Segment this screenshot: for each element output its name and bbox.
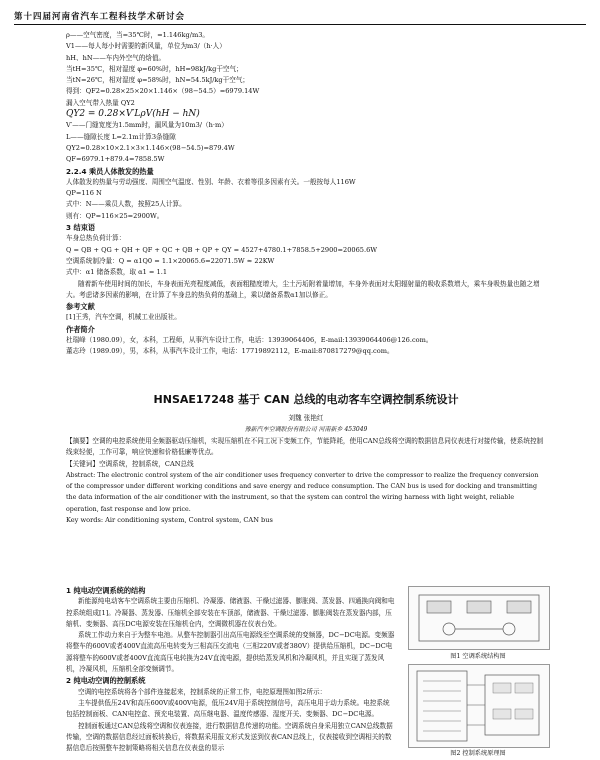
paper-affiliation: 豫新汽车空调股份有限公司 河南新乡 453049 <box>244 426 368 433</box>
author-bio: 杜瑞峰（1980.09），女，本科，工程师，从事汽车设计工作，电话：13939064406，E-mail:13939064406@126.com。 <box>66 336 433 345</box>
section-heading: 1 纯电动空调系统的结构 <box>66 586 146 595</box>
abstract-block <box>66 436 546 526</box>
text-line: L——缝隙长度 L=2.1m计算3条缝隙 <box>66 132 176 141</box>
paragraph: 控制面板通过CAN总线将空调和仪表连接，进行数据信息传递的功能。空调系统自身采用独立CAN总线数据传输，空调的数据信息经过面板转换后，将数据采用报文形式发送到仪表CAN总线上，仪表接收到空调相关的数据信息后按照整车控制策略将相关信息在仪表盘的显示 <box>66 721 393 753</box>
paragraph: 系统工作动力来自于为整车电池。从整车控制器引出高压电源线至空调系统的变频器，DC−DC电源。变频器将整车的600V或者400V直流高压电转变为三相高压交流电（三相220V或者380V）提供给压缩机，DC−DC电源将整车的600V或者400V直流高压电转换为24V直流电源，提供给蒸发风机和冷凝风机，并且实现了蒸发风机，冷凝风机，压缩机全部变频调节。 <box>66 631 395 674</box>
keywords-en: Key words: Air conditioning system, Control system, CAN bus <box>66 516 273 525</box>
author-bio: 董志玲（1989.09），男，本科，从事汽车设计工作，电话：17719892112，E-mail:870817279@qq.com。 <box>66 347 394 356</box>
reference-item: [1]王秀，汽车空调，机械工业出版社。 <box>66 313 181 322</box>
text-line: 车身总热负荷计算： <box>66 234 126 243</box>
section-heading: 2 纯电动空调的控制系统 <box>66 676 146 686</box>
figure-1-diagram <box>408 586 550 650</box>
text-line: 则有：QP=116×25=2900W。 <box>66 211 164 220</box>
equation: Q = QB + QG + QH + QF + QC + QB + QP + QY = 4527+4780.1+7858.5+2900=20065.6W <box>66 245 378 254</box>
text-line: QY2=0.28×10×2.1×3×1.146×(98−54.5)=879.4W <box>66 143 235 152</box>
text-line: 式中：α1 储备系数，取 α1 = 1.1 <box>66 268 168 277</box>
section-heading: 3 结束语 <box>66 223 96 233</box>
abstract-en: Abstract: The electronic control system of the air conditioner uses frequency converter to drive the compressor to realize the frequency conversion of the compressor under different working conditions and save energy and reduce consumption. The CAN bus is used for docking and transmitting the data information of the air conditioner with the instrument, so that the system can control the wiring harness with light weight, reliable operation, fast response and low price. <box>66 471 539 513</box>
paragraph: 新能源纯电动客车空调系统主要由压缩机、冷凝器、储液器、干燥过滤器、膨胀阀、蒸发器、四通换向阀和电控系统组成[1]。冷凝器、蒸发器、压缩机全部安装在车顶部，储液器、干燥过滤器、膨胀阀装在蒸发器内部，压缩机、变频器、高压DC电源安装在压缩机仓内，空调微机器在仪表台处。 <box>66 597 395 628</box>
keywords-cn: 【关键词】空调系统，控制系统，CAN总线 <box>66 459 194 468</box>
equation: 空调系统制冷量：Q = α1Q0 = 1.1×20065.6=22071.5W ≈ 22KW <box>66 256 275 265</box>
figure-1-caption: 图1 空调系统结构图 <box>450 653 506 660</box>
paragraph: 随着新车使用时间的加长，车身表面光亮程度减低，表面粗糙度增大，尘土污垢附着量增加，车身外表面对太阳辐射量的吸收系数增大，乘车身吸热量也随之增大。考虑诸多因素的影响，在计算了车身总的热负荷的基础上，乘以储备系数α1加以修正。 <box>66 279 540 299</box>
running-header: 第十四届河南省汽车工程科技学术研讨会 <box>14 12 186 22</box>
body-left-column <box>66 585 396 754</box>
text-line: 式中：N——乘员人数，按照25人计算。 <box>66 200 186 209</box>
equation: QY2 = 0.28×V′LρV(hH − hN) <box>66 109 200 120</box>
text-line: QP=116 N <box>66 189 102 198</box>
text-line: 漏入空气带入热量 QY2 <box>66 98 135 107</box>
author-bio-heading: 作者简介 <box>66 324 95 334</box>
references-heading: 参考文献 <box>66 302 95 312</box>
paragraph: 空调的电控系统将各个部件连接起来，控制系统的正常工作，电控原理图如图2所示： <box>78 687 327 696</box>
text-line: 当tH=35℃，相对湿度 φ=60%时，hH=98kJ/kg干空气； <box>66 64 243 73</box>
paper-authors: 刘魏 张艳红 <box>288 414 324 422</box>
text-line: V1——每人每小时需要的新风量，单位为m3/（h·人） <box>66 42 226 51</box>
section-heading: 2.2.4 乘员人体散发的热量 <box>66 166 154 176</box>
paragraph: 主车提供低压24V和高压600V或400V电源，低压24V用于系统控制信号，高压电用于动力系统。电控系统包括控制面板、CAN电控盒、预充电装置、高压继电器、温度传感器、湿度开关、变频器、DC−DC电源。 <box>66 698 390 719</box>
header-rule <box>14 24 586 25</box>
control-schematic <box>409 665 549 747</box>
text-line: QF=6979.1+879.4=7858.5W <box>66 155 165 164</box>
paper-title: HNSAE17248 基于 CAN 总线的电动客车空调控制系统设计 <box>153 393 459 406</box>
text-line: 当tN=26℃，相对湿度 φ=58%时，hN=54.5kJ/kg干空气； <box>66 76 250 85</box>
abstract-cn: 【摘要】空调的电控系统使用全频器驱动压缩机，实现压缩机在不同工况下变频工作，节能降耗，使用CAN总线将空调的数据信息同仪表进行对接传输，使系统控制线束轻便，工作可靠，响应快速和价格低廉等优点。 <box>66 437 544 457</box>
previous-article-tail <box>66 30 546 358</box>
figure-2-caption: 图2 控制系统原理图 <box>450 750 506 757</box>
ac-system-diagram <box>409 587 549 649</box>
text-line: V′——门缝宽度为1.5mm时，漏风量为10m3/（h·m） <box>66 121 228 130</box>
text-line: 人体散发的热量与劳动强度、周围空气温度、性别、年龄、衣着等很多因素有关。一般按每人116W <box>66 177 356 186</box>
figure-2-diagram <box>408 664 550 748</box>
text-line: 得到：QF2=0.28×25×20×1.146×（98−54.5）=6979.14W <box>66 87 260 96</box>
text-line: ρ——空气密度，当=35℃时，=1.146kg/m3。 <box>66 31 209 39</box>
text-line: hH、hN——车内外空气的焓值。 <box>66 53 166 62</box>
